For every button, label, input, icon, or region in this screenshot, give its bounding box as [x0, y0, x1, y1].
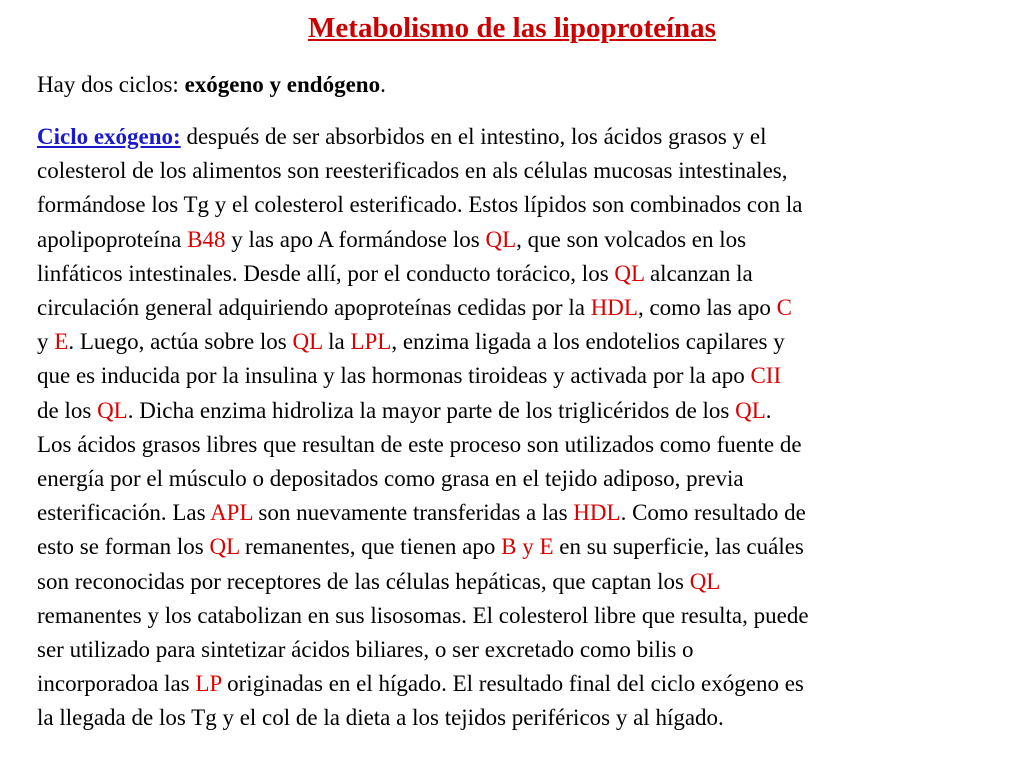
paragraph-text: .	[765, 397, 772, 423]
ciclo-exogeno-heading: Ciclo exógeno:	[37, 124, 181, 149]
paragraph-line	[37, 701, 997, 735]
paragraph-line	[37, 291, 997, 325]
highlighted-term: QL	[485, 226, 517, 252]
paragraph-text: formándose los Tg y el colesterol esterificado. Estos lípidos son combinados con la	[37, 192, 803, 218]
paragraph-text: , que son volcados en los	[516, 226, 747, 252]
paragraph-line	[37, 325, 997, 359]
highlighted-term: HDL	[590, 295, 638, 321]
paragraph-line	[37, 530, 997, 564]
paragraph-line	[37, 188, 997, 222]
highlighted-term: APL	[210, 500, 253, 526]
highlighted-term: QL	[735, 397, 766, 423]
paragraph-text: , enzima ligada a los endotelios capilares y	[391, 329, 785, 355]
highlighted-term: B y E	[501, 534, 554, 560]
paragraph-text: linfáticos intestinales. Desde allí, por el conducto torácico, los	[37, 260, 615, 286]
paragraph-text: . Luego, actúa sobre los	[68, 329, 293, 355]
paragraph-line	[37, 599, 997, 633]
paragraph-line	[37, 120, 997, 154]
paragraph-text: son reconocidas por receptores de las células hepáticas, que captan los	[37, 568, 690, 594]
highlighted-term: E	[54, 329, 69, 355]
paragraph-text: colesterol de los alimentos son reesterificados en als células mucosas intestinales,	[37, 158, 788, 184]
intro-prefix: Hay dos ciclos:	[37, 72, 185, 97]
paragraph-text: alcanzan la	[644, 260, 753, 286]
highlighted-term: CII	[750, 363, 782, 389]
highlighted-term: QL	[292, 329, 323, 355]
highlighted-term: QL	[97, 397, 128, 423]
paragraph-line	[37, 394, 997, 428]
paragraph-text: esterificación. Las	[37, 500, 211, 526]
highlighted-term: HDL	[573, 500, 621, 526]
paragraph-text: en su superficie, las cuáles	[553, 534, 804, 560]
paragraph-text: y las apo A formándose los	[225, 226, 486, 252]
paragraph-text: la	[322, 329, 351, 355]
highlighted-term: C	[776, 295, 792, 321]
paragraph-text: originadas en el hígado. El resultado final del ciclo exógeno es	[221, 671, 804, 697]
paragraph-text: apolipoproteína	[37, 226, 188, 252]
intro-suffix: .	[380, 72, 386, 97]
paragraph-line	[37, 667, 997, 701]
paragraph-line	[37, 462, 997, 496]
paragraph-line	[37, 257, 997, 291]
intro-line	[37, 70, 386, 100]
highlighted-term: QL	[614, 260, 645, 286]
paragraph-line	[37, 428, 997, 462]
highlighted-term: LPL	[350, 329, 392, 355]
paragraph-text: y	[37, 329, 55, 355]
highlighted-term: QL	[209, 534, 240, 560]
paragraph-text: de los	[37, 397, 98, 423]
highlighted-term: QL	[689, 568, 721, 594]
paragraph-text: . Como resultado de	[620, 500, 806, 526]
paragraph-text: circulación general adquiriendo apoproteínas cedidas por la	[37, 295, 591, 321]
paragraph-line	[37, 565, 997, 599]
paragraph-line	[37, 223, 997, 257]
highlighted-term: B48	[187, 226, 226, 252]
paragraph-text: . Dicha enzima hidroliza la mayor parte de los triglicéridos de los	[127, 397, 736, 423]
exogenous-cycle-paragraph	[37, 120, 997, 736]
intro-bold-cycles: exógeno y endógeno	[184, 72, 381, 97]
paragraph-line	[37, 496, 997, 530]
paragraph-text: remanentes y los catabolizan en sus lisosomas. El colesterol libre que resulta, puede	[37, 602, 809, 628]
paragraph-text: la llegada de los Tg y el col de la dieta a los tejidos periféricos y al hígado.	[37, 705, 724, 731]
paragraph-text: remanentes, que tienen apo	[239, 534, 502, 560]
slide-title: Metabolismo de las lipoproteínas	[308, 12, 716, 44]
paragraph-text: Los ácidos grasos libres que resultan de este proceso son utilizados como fuente de	[37, 431, 802, 457]
paragraph-text: , como las apo	[637, 295, 777, 321]
paragraph-line	[37, 359, 997, 393]
paragraph-line	[37, 633, 997, 667]
paragraph-text: ser utilizado para sintetizar ácidos biliares, o ser excretado como bilis o	[37, 637, 694, 663]
highlighted-term: LP	[195, 671, 222, 697]
paragraph-text: después de ser absorbidos en el intestino, los ácidos grasos y el	[180, 124, 767, 149]
paragraph-text: que es inducida por la insulina y las hormonas tiroideas y activada por la apo	[37, 363, 751, 389]
paragraph-text: son nuevamente transferidas a las	[252, 500, 574, 526]
paragraph-text: esto se forman los	[37, 534, 210, 560]
paragraph-text: incorporadoa las	[37, 671, 196, 697]
paragraph-line	[37, 154, 997, 188]
paragraph-text: energía por el músculo o depositados como grasa en el tejido adiposo, previa	[37, 466, 744, 492]
